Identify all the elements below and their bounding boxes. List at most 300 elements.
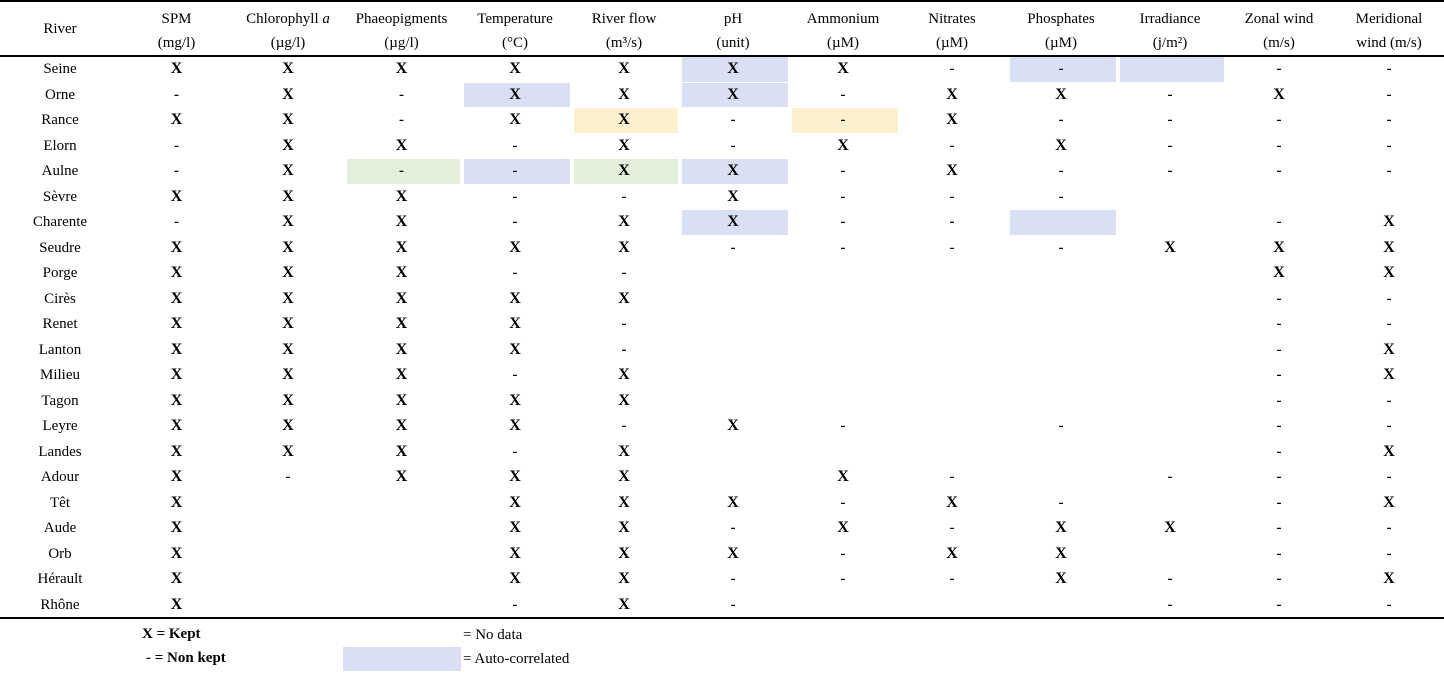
table-cell: X: [570, 108, 678, 134]
table-cell: [1006, 465, 1116, 491]
table-cell: X: [460, 541, 570, 567]
table-cell: X: [343, 312, 460, 338]
table-cell: [1116, 363, 1224, 389]
table-cell: X: [343, 56, 460, 82]
table-cell: X: [1006, 133, 1116, 159]
table-cell: X: [460, 82, 570, 108]
table-cell: -: [788, 159, 898, 185]
table-cell: -: [233, 465, 343, 491]
column-header-phaeopigments: [343, 1, 460, 56]
river-name-cell: Orne: [0, 82, 120, 108]
table-cell: X: [233, 184, 343, 210]
table-cell: -: [460, 159, 570, 185]
table-cell: [1006, 312, 1116, 338]
river-name-cell: Hérault: [0, 567, 120, 593]
table-cell: -: [1334, 159, 1444, 185]
table-cell: [898, 337, 1006, 363]
table-cell: [1116, 312, 1224, 338]
table-cell: [1006, 210, 1116, 236]
table-cell: [788, 439, 898, 465]
legend: [0, 620, 700, 673]
column-header-line: (m³/s): [605, 35, 643, 51]
table-cell: -: [1116, 82, 1224, 108]
table-cell: -: [1224, 388, 1334, 414]
table-cell: -: [1334, 82, 1444, 108]
table-cell: X: [233, 56, 343, 82]
table-cell: -: [120, 133, 233, 159]
table-cell: -: [898, 235, 1006, 261]
chlorophyll-a-italic: a: [322, 11, 330, 27]
table-cell: [678, 363, 788, 389]
table-cell: [1006, 286, 1116, 312]
table-cell: [1116, 388, 1224, 414]
table-cell: X: [1334, 261, 1444, 287]
table-cell: X: [233, 414, 343, 440]
table-cell: [1116, 439, 1224, 465]
table-cell: X: [678, 56, 788, 82]
river-name-cell: Renet: [0, 312, 120, 338]
table-cell: -: [1334, 108, 1444, 134]
table-row: [0, 465, 1444, 491]
table-cell: -: [898, 567, 1006, 593]
table-cell: -: [1334, 592, 1444, 618]
table-row: [0, 439, 1444, 465]
table-cell: X: [120, 567, 233, 593]
river-name-cell: Adour: [0, 465, 120, 491]
column-header-line: (µg/l): [270, 35, 306, 51]
legend-kept: X = Kept: [142, 626, 201, 642]
table-cell: [898, 388, 1006, 414]
table-cell: [343, 490, 460, 516]
table-cell: X: [570, 235, 678, 261]
table-row: [0, 541, 1444, 567]
column-header-ph: [678, 1, 788, 56]
table-cell: [678, 388, 788, 414]
column-header-line: (°C): [502, 35, 528, 51]
legend-no-data: = No data: [463, 627, 523, 643]
table-cell: -: [1006, 159, 1116, 185]
table-cell: [1006, 363, 1116, 389]
table-cell: -: [460, 133, 570, 159]
table-cell: -: [1334, 388, 1444, 414]
table-row: [0, 592, 1444, 618]
table-cell: -: [1224, 465, 1334, 491]
table-cell: [898, 363, 1006, 389]
table-row: [0, 312, 1444, 338]
table-cell: X: [570, 82, 678, 108]
table-cell: X: [898, 159, 1006, 185]
column-header-line: (µM): [1045, 35, 1077, 51]
legend-auto-correlated-swatch: [343, 647, 461, 671]
column-header-zonal-wind: [1224, 1, 1334, 56]
table-cell: -: [1006, 108, 1116, 134]
table-cell: -: [1224, 159, 1334, 185]
table-cell: X: [233, 388, 343, 414]
table-cell: X: [120, 312, 233, 338]
table-row: [0, 414, 1444, 440]
table-cell: X: [460, 516, 570, 542]
table-row: [0, 82, 1444, 108]
river-name-cell: Lanton: [0, 337, 120, 363]
table-cell: -: [460, 210, 570, 236]
table-cell: X: [343, 337, 460, 363]
table-row: [0, 490, 1444, 516]
table-cell: -: [788, 210, 898, 236]
table-cell: -: [898, 465, 1006, 491]
table-cell: X: [233, 108, 343, 134]
river-name-cell: Rance: [0, 108, 120, 134]
river-name-cell: Charente: [0, 210, 120, 236]
table-cell: -: [788, 184, 898, 210]
table-row: [0, 210, 1444, 236]
table-cell: -: [460, 261, 570, 287]
column-header-line: (mg/l): [157, 35, 196, 51]
column-header-chlorophyll: [233, 1, 343, 56]
table-cell: [1006, 592, 1116, 618]
table-row: [0, 286, 1444, 312]
table-cell: X: [343, 363, 460, 389]
table-cell: X: [570, 286, 678, 312]
table-row: [0, 159, 1444, 185]
table-cell: X: [120, 235, 233, 261]
table-cell: [898, 592, 1006, 618]
table-row: [0, 184, 1444, 210]
table-cell: -: [570, 184, 678, 210]
column-header-line: Meridional: [1355, 11, 1423, 27]
table-cell: -: [1334, 516, 1444, 542]
table-cell: X: [233, 235, 343, 261]
table-header: [0, 1, 1444, 56]
table-cell: X: [898, 82, 1006, 108]
table-cell: X: [1224, 261, 1334, 287]
table-cell: [1116, 261, 1224, 287]
table-row: [0, 133, 1444, 159]
table-cell: -: [343, 82, 460, 108]
legend-auto-correlated: = Auto-correlated: [463, 651, 570, 667]
table-cell: X: [570, 567, 678, 593]
column-header-line: (j/m²): [1152, 35, 1188, 51]
table-cell: -: [343, 108, 460, 134]
table-cell: X: [120, 286, 233, 312]
table-cell: -: [570, 312, 678, 338]
table-cell: X: [570, 592, 678, 618]
table-cell: X: [788, 133, 898, 159]
table-cell: -: [1224, 414, 1334, 440]
river-name-cell: Rhône: [0, 592, 120, 618]
table-cell: X: [460, 108, 570, 134]
table-cell: X: [1006, 516, 1116, 542]
table-row: [0, 337, 1444, 363]
river-name-cell: Leyre: [0, 414, 120, 440]
table-cell: -: [678, 567, 788, 593]
table-cell: X: [120, 337, 233, 363]
table-cell: X: [233, 439, 343, 465]
table-cell: X: [678, 414, 788, 440]
table-cell: X: [570, 465, 678, 491]
table-cell: -: [1006, 414, 1116, 440]
table-cell: X: [343, 261, 460, 287]
column-header-line: River: [43, 20, 77, 37]
table-cell: [1006, 261, 1116, 287]
table-cell: X: [120, 516, 233, 542]
table-cell: -: [1224, 516, 1334, 542]
table-cell: X: [788, 516, 898, 542]
table-cell: [678, 439, 788, 465]
table-cell: X: [1006, 567, 1116, 593]
table-cell: [1116, 337, 1224, 363]
river-name-cell: Tagon: [0, 388, 120, 414]
table-cell: [678, 261, 788, 287]
table-cell: X: [570, 363, 678, 389]
table-cell: [788, 312, 898, 338]
table-cell: [1116, 414, 1224, 440]
table-row: [0, 235, 1444, 261]
table-cell: X: [788, 56, 898, 82]
table-cell: -: [1334, 414, 1444, 440]
table-cell: X: [343, 414, 460, 440]
table-cell: -: [1224, 490, 1334, 516]
table-cell: -: [678, 592, 788, 618]
table-cell: -: [1224, 286, 1334, 312]
table-cell: -: [788, 235, 898, 261]
table-cell: [1006, 439, 1116, 465]
table-cell: -: [788, 414, 898, 440]
table-cell: -: [343, 159, 460, 185]
column-header-irradiance: [1116, 1, 1224, 56]
river-name-cell: Seine: [0, 56, 120, 82]
table-cell: X: [120, 184, 233, 210]
table-cell: [343, 567, 460, 593]
table-cell: [788, 337, 898, 363]
table-cell: -: [1116, 108, 1224, 134]
table-cell: [898, 261, 1006, 287]
table-cell: X: [898, 541, 1006, 567]
column-header-nitrates: [898, 1, 1006, 56]
river-name-cell: Têt: [0, 490, 120, 516]
table-cell: -: [898, 56, 1006, 82]
table-cell: -: [678, 108, 788, 134]
table-cell: X: [788, 465, 898, 491]
table-cell: -: [1334, 133, 1444, 159]
table-cell: X: [343, 388, 460, 414]
table-cell: X: [460, 235, 570, 261]
column-header-line: (µM): [936, 35, 968, 51]
table-cell: X: [120, 56, 233, 82]
table-cell: X: [343, 133, 460, 159]
table-cell: X: [678, 210, 788, 236]
river-name-cell: Aulne: [0, 159, 120, 185]
table-row: [0, 567, 1444, 593]
table-cell: -: [1116, 133, 1224, 159]
table-cell: -: [788, 82, 898, 108]
table-cell: X: [460, 567, 570, 593]
table-cell: X: [460, 312, 570, 338]
table-cell: X: [343, 439, 460, 465]
table-cell: X: [460, 286, 570, 312]
table-cell: X: [343, 286, 460, 312]
table-cell: X: [1116, 516, 1224, 542]
table-cell: X: [233, 312, 343, 338]
table-cell: -: [1224, 439, 1334, 465]
table-cell: [1116, 210, 1224, 236]
column-header-line: Chlorophyll a: [246, 11, 330, 27]
column-header-line: (unit): [716, 35, 750, 51]
table-cell: X: [1334, 210, 1444, 236]
table-cell: -: [1006, 56, 1116, 82]
table-cell: X: [120, 261, 233, 287]
table-cell: X: [233, 133, 343, 159]
table-cell: [233, 516, 343, 542]
table-cell: -: [1224, 210, 1334, 236]
header-row: [0, 1, 1444, 56]
table-cell: X: [120, 388, 233, 414]
column-header-line: wind (m/s): [1356, 35, 1422, 51]
river-name-cell: Sèvre: [0, 184, 120, 210]
table-cell: -: [1116, 567, 1224, 593]
table-cell: [343, 541, 460, 567]
table-cell: [343, 516, 460, 542]
table-cell: [1116, 184, 1224, 210]
table-cell: X: [233, 337, 343, 363]
table-cell: X: [678, 541, 788, 567]
table-cell: -: [1224, 541, 1334, 567]
column-header-ammonium: [788, 1, 898, 56]
table-cell: X: [1334, 363, 1444, 389]
table-cell: -: [1224, 108, 1334, 134]
table-cell: X: [570, 133, 678, 159]
table-cell: -: [1224, 56, 1334, 82]
table-cell: -: [1334, 312, 1444, 338]
table-cell: X: [570, 388, 678, 414]
column-header-line: Irradiance: [1139, 11, 1201, 27]
table-cell: -: [1334, 541, 1444, 567]
table-cell: X: [570, 490, 678, 516]
table-cell: X: [233, 261, 343, 287]
table-cell: -: [1006, 235, 1116, 261]
table-cell: X: [1224, 82, 1334, 108]
river-name-cell: Porge: [0, 261, 120, 287]
table-row: [0, 388, 1444, 414]
table-cell: [1116, 490, 1224, 516]
column-header-line: pH: [723, 11, 743, 27]
table-cell: [678, 312, 788, 338]
table-cell: X: [678, 490, 788, 516]
table-cell: X: [343, 210, 460, 236]
table-cell: X: [460, 465, 570, 491]
table-cell: X: [898, 490, 1006, 516]
table-cell: X: [460, 56, 570, 82]
table-cell: [1116, 541, 1224, 567]
table-cell: X: [1334, 567, 1444, 593]
table-cell: X: [1006, 541, 1116, 567]
river-name-cell: Milieu: [0, 363, 120, 389]
table-cell: [788, 363, 898, 389]
column-header-meridional-wind: [1334, 1, 1444, 56]
table-cell: X: [120, 108, 233, 134]
table-cell: X: [678, 159, 788, 185]
column-header-line: Phaeopigments: [355, 11, 448, 27]
table-cell: -: [1224, 133, 1334, 159]
table-cell: X: [233, 210, 343, 236]
river-name-cell: Cirès: [0, 286, 120, 312]
table-cell: -: [1224, 363, 1334, 389]
table-cell: [898, 439, 1006, 465]
table-cell: X: [570, 439, 678, 465]
table-cell: X: [120, 439, 233, 465]
table-cell: X: [233, 82, 343, 108]
column-header-spm: [120, 1, 233, 56]
river-name-cell: Orb: [0, 541, 120, 567]
table-cell: -: [788, 490, 898, 516]
table-cell: X: [120, 541, 233, 567]
column-header-temperature: [460, 1, 570, 56]
table-cell: X: [233, 363, 343, 389]
table-cell: X: [233, 286, 343, 312]
table-cell: X: [570, 56, 678, 82]
column-header-line: Phosphates: [1027, 11, 1095, 27]
table-cell: [788, 592, 898, 618]
table-cell: -: [898, 210, 1006, 236]
table-cell: -: [570, 414, 678, 440]
river-name-cell: Landes: [0, 439, 120, 465]
table-row: [0, 516, 1444, 542]
table-row: [0, 108, 1444, 134]
column-header-line: SPM: [161, 11, 192, 27]
table-cell: -: [460, 439, 570, 465]
table-cell: -: [570, 261, 678, 287]
table-cell: -: [788, 567, 898, 593]
table-row: [0, 56, 1444, 82]
legend-non-kept: - = Non kept: [146, 650, 226, 666]
table-cell: -: [1116, 592, 1224, 618]
table-cell: [233, 592, 343, 618]
table-cell: X: [1334, 235, 1444, 261]
table-cell: X: [460, 337, 570, 363]
table-cell: X: [120, 363, 233, 389]
column-header-line: Temperature: [477, 11, 553, 27]
table-cell: X: [570, 541, 678, 567]
table-cell: X: [570, 159, 678, 185]
table-cell: X: [120, 414, 233, 440]
table-row: [0, 261, 1444, 287]
table-cell: -: [678, 235, 788, 261]
table-cell: -: [898, 133, 1006, 159]
table-cell: -: [788, 108, 898, 134]
column-header-phosphates: [1006, 1, 1116, 56]
table-cell: -: [898, 516, 1006, 542]
table-cell: X: [343, 184, 460, 210]
column-header-line: Zonal wind: [1244, 11, 1314, 27]
table-cell: X: [570, 210, 678, 236]
column-header-line: (µg/l): [384, 35, 419, 51]
table-cell: X: [678, 184, 788, 210]
table-cell: -: [898, 184, 1006, 210]
river-name-cell: Aude: [0, 516, 120, 542]
table-cell: [1006, 388, 1116, 414]
table-cell: -: [788, 541, 898, 567]
table-cell: -: [120, 82, 233, 108]
table-cell: [678, 337, 788, 363]
table-cell: -: [1224, 567, 1334, 593]
table-cell: X: [460, 414, 570, 440]
table-cell: -: [570, 337, 678, 363]
table-cell: -: [1006, 490, 1116, 516]
table-cell: X: [570, 516, 678, 542]
table-cell: X: [343, 235, 460, 261]
table-cell: -: [460, 363, 570, 389]
table-cell: X: [1116, 235, 1224, 261]
table-cell: [1116, 56, 1224, 82]
